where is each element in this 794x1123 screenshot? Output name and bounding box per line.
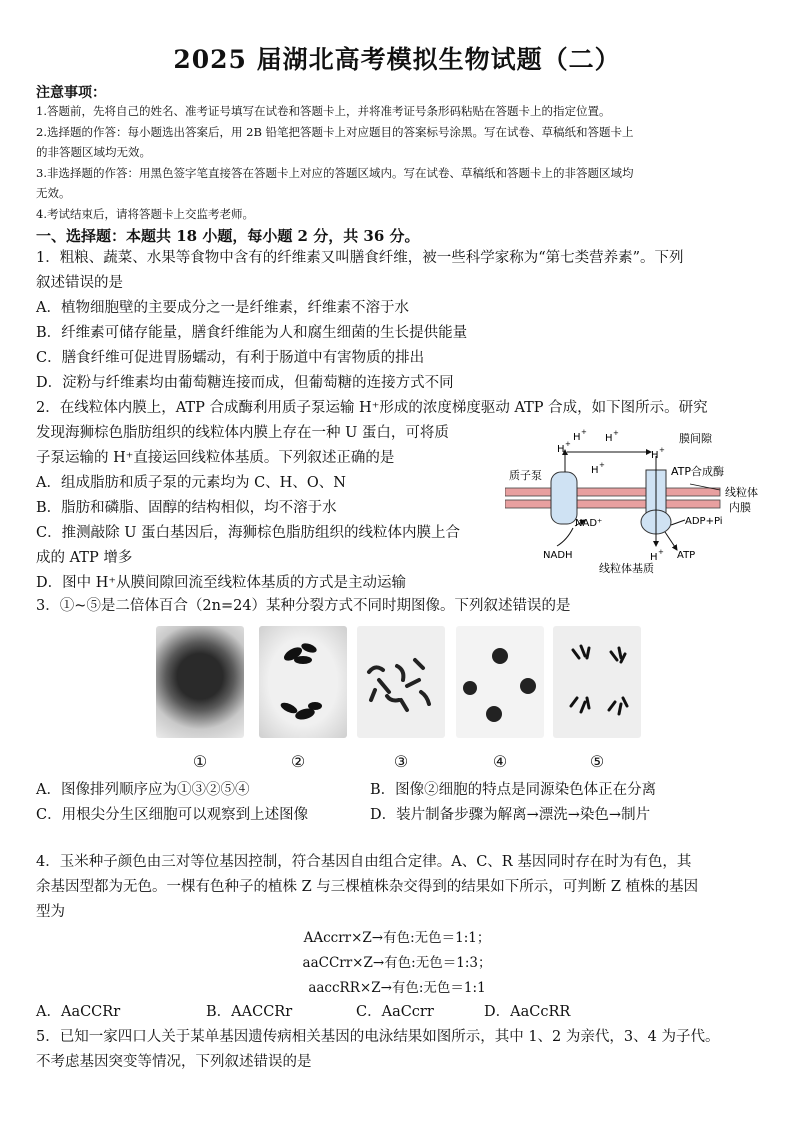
adp-label: ADP+Pi [685,516,723,527]
atp-synthase-label: ATP合成酶 [671,465,725,478]
h-ion-label: H [557,444,565,455]
q3-option-b: B．图像②细胞的特点是同源染色体正在分离 [370,782,657,798]
micrograph-2 [259,626,347,738]
chromosome-sets [553,626,641,738]
h-ion-sup: + [659,446,665,454]
q4-stem-cont: 型为 [36,904,65,920]
micrograph-label: ② [290,752,306,771]
note-line: 4.考试结束后，请将答题卡上交监考老师。 [36,207,254,221]
q2-option-b: B．脂肪和磷脂、固醇的结构相似，均不溶于水 [36,500,337,516]
q1-option-c: C．膳食纤维可促进胃肠蠕动，有利于肠道中有害物质的排出 [36,350,425,366]
intermembrane-label: 膜间隙 [679,432,712,445]
q1-option-b: B．纤维素可储存能量，膳食纤维能为人和腐生细菌的生长提供能量 [36,325,468,341]
q5-stem-cont: 不考虑基因突变等情况，下列叙述错误的是 [36,1054,312,1070]
micrograph-4 [456,626,544,738]
notes-heading: 注意事项： [36,85,106,101]
matrix-label: 线粒体基质 [599,562,654,575]
nadh-label: NADH [543,550,573,561]
q4-cross: aaccRR×Z→有色:无色＝1:1 [308,980,486,996]
q2-option-d: D．图中 H⁺从膜间隙回流至线粒体基质的方式是主动运输 [36,575,407,591]
nad-label: NAD⁺ [575,518,603,529]
q4-option-b: B．AACCRr [206,1004,293,1020]
q4-cross: aaCCrr×Z→有色:无色＝1:3； [302,955,492,971]
note-line: 1.答题前，先将自己的姓名、准考证号填写在试卷和答题卡上，并将准考证号条形码粘贴在答题卡上的指定位置。 [36,104,611,118]
q4-stem-cont: 余基因型都为无色。一棵有色种子的植株 Z 与三棵植株杂交得到的结果如下所示，可判断 Z 植株的基因 [36,879,699,895]
nuclei [456,626,544,738]
q3-option-c: C．用根尖分生区细胞可以观察到上述图像 [36,807,309,823]
h-ion-label: H [605,433,613,444]
q4-option-c: C．AaCcrr [356,1004,434,1020]
atp-label: ATP [677,550,696,561]
q4-option-a: A．AaCCRr [36,1004,121,1020]
proton-pump-label: 质子泵 [509,469,542,482]
h-ion-sup: + [565,440,571,448]
h-ion-sup: + [613,429,619,437]
chromosome-scatter [357,626,445,738]
micrograph-5 [553,626,641,738]
micrograph-label: ④ [492,752,508,771]
q1-option-d: D．淀粉与纤维素均由葡萄糖连接而成，但葡萄糖的连接方式不同 [36,375,454,391]
membrane-label: 内膜 [729,501,751,514]
h-ion-sup: + [581,428,587,436]
section-heading: 一、选择题：本题共 18 小题，每小题 2 分，共 36 分。 [36,227,420,245]
micrograph-label: ⑤ [589,752,605,771]
q1-stem-cont: 叙述错误的是 [36,275,123,291]
q2-option-c: C．推测敲除 U 蛋白基因后，海狮棕色脂肪组织的线粒体内膜上合 [36,525,461,541]
h-ion-label: H [650,552,658,563]
q1-option-a: A．植物细胞壁的主要成分之一是纤维素，纤维素不溶于水 [36,300,409,316]
micrograph-3 [357,626,445,738]
q2-option-a: A．组成脂肪和质子泵的元素均为 C、H、O、N [36,475,346,491]
membrane-label: 线粒体 [725,486,758,499]
h-ion-sup: + [599,461,605,469]
micrograph-1 [156,626,244,738]
h-ion-label: H [591,465,599,476]
note-line: 的非答题区域均无效。 [36,145,151,159]
h-ion-label: H [573,432,581,443]
q4-stem: 4．玉米种子颜色由三对等位基因控制，符合基因自由组合定律。A、C、R 基因同时存在时为有色，其 [36,854,692,870]
note-line: 2.选择题的作答：每小题选出答案后，用 2B 铅笔把答题卡上对应题目的答案标号涂黑。写在试卷、草稿纸和答题卡上 [36,125,634,139]
q3-stem: 3．①~⑤是二倍体百合（2n=24）某种分裂方式不同时期图像。下列叙述错误的是 [36,598,571,614]
q3-option-a: A．图像排列顺序应为①③②⑤④ [36,782,250,798]
q2-option-c-cont: 成的 ATP 增多 [36,550,133,566]
note-line: 3.非选择题的作答：用黑色签字笔直接答在答题卡上对应的答题区域内。写在试卷、草稿纸和答题卡上的非答题区域均 [36,166,634,180]
micrograph-label: ③ [393,752,409,771]
micrograph-label: ① [192,752,208,771]
mitochondria-diagram [505,428,765,578]
note-line: 无效。 [36,186,71,200]
h-ion-sup: + [658,548,664,556]
h-ion-label: H [651,450,659,461]
q2-stem: 2．在线粒体内膜上，ATP 合成酶利用质子泵运输 H⁺形成的浓度梯度驱动 ATP 合成，如下图所示。研究 [36,400,708,416]
q5-stem: 5．已知一家四口人关于某单基因遗传病相关基因的电泳结果如图所示，其中 1、2 为亲代，3、4 为子代。 [36,1029,720,1045]
q2-stem-cont: 发现海狮棕色脂肪组织的线粒体内膜上存在一种 U 蛋白，可将质 [36,425,449,441]
q2-stem-cont: 子泵运输的 H⁺直接运回线粒体基质。下列叙述正确的是 [36,450,395,466]
q1-stem: 1．粗粮、蔬菜、水果等食物中含有的纤维素又叫膳食纤维，被一些科学家称为“第七类营养素”。下列 [36,250,684,266]
q4-option-d: D．AaCcRR [484,1004,571,1020]
q3-option-d: D．装片制备步骤为解离→漂洗→染色→制片 [370,807,651,823]
page-title: 2025 届湖北高考模拟生物试题（二） [173,45,621,74]
q4-cross: AAccrr×Z→有色:无色＝1:1； [303,930,491,946]
chromosome-clusters [259,626,347,738]
